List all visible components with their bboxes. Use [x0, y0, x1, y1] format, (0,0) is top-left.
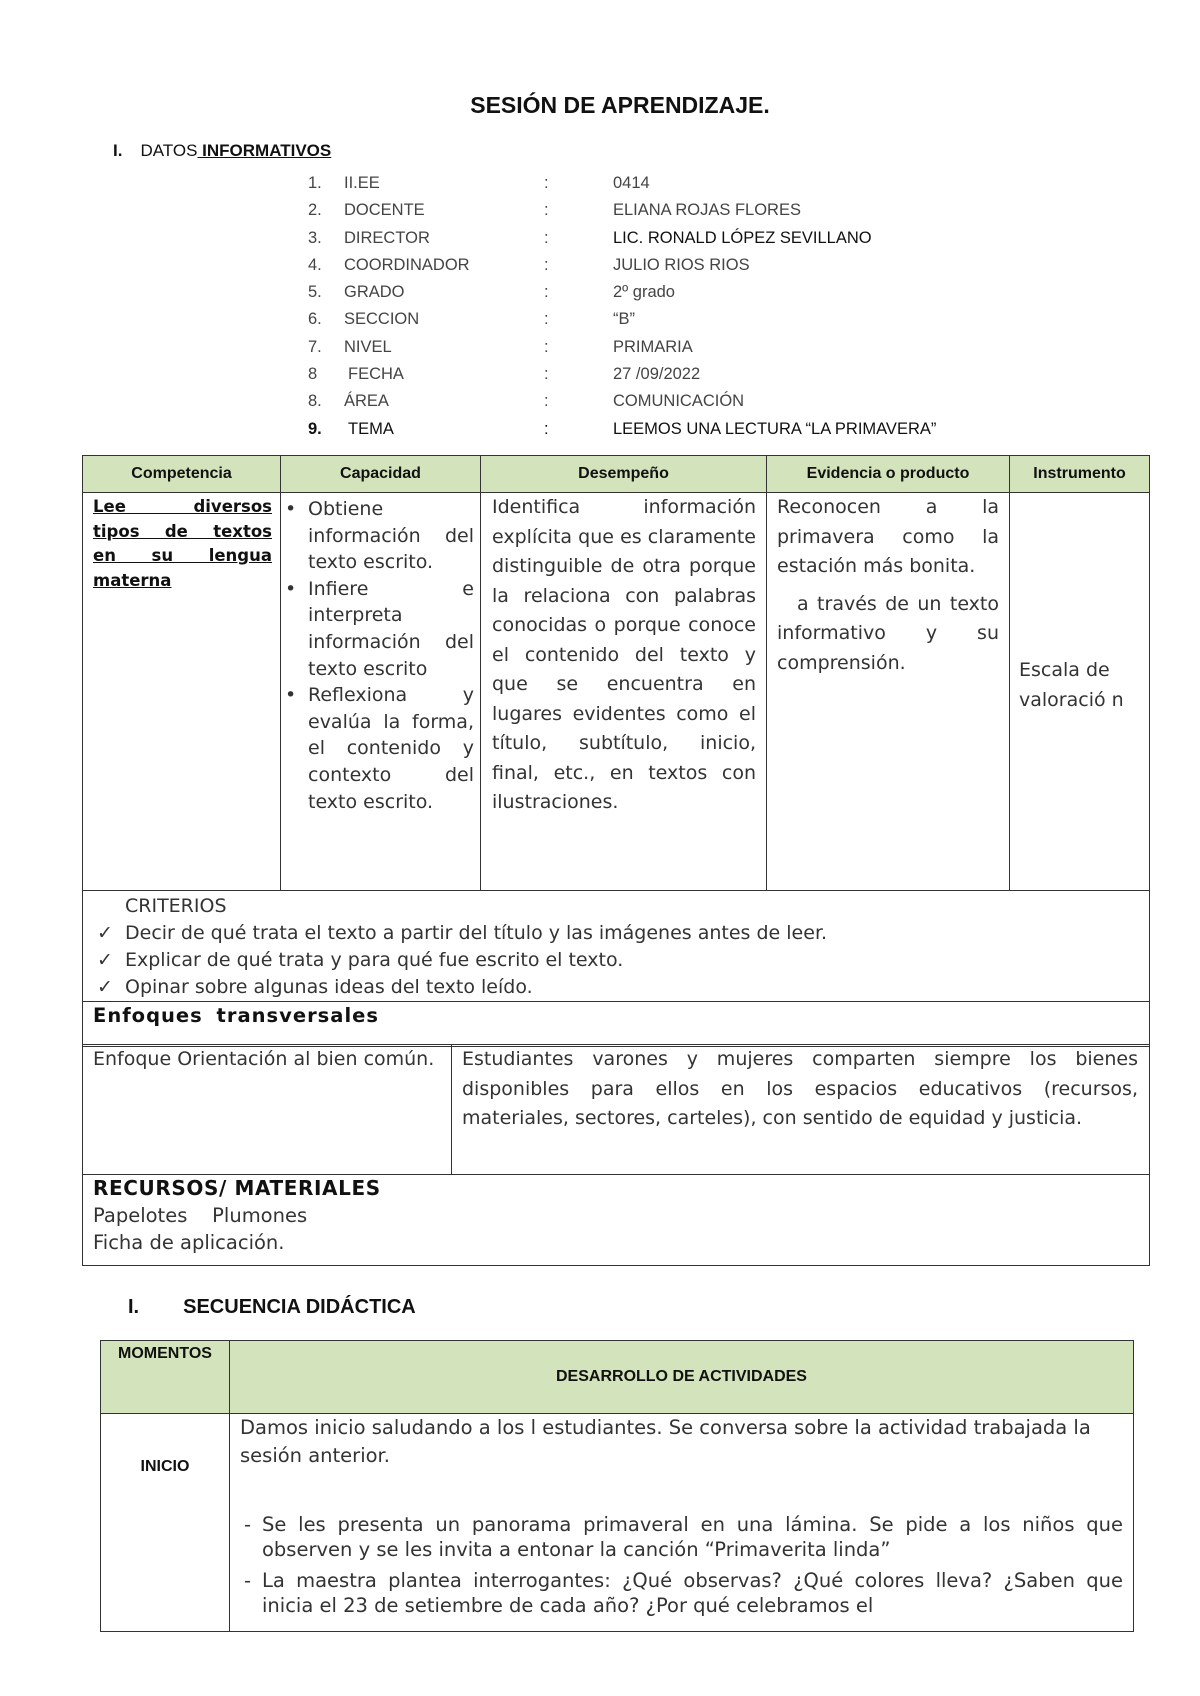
- info-value: JULIO RIOS RIOS: [613, 255, 750, 274]
- capacidad-list: [281, 493, 480, 815]
- criterio-item: [97, 974, 1139, 1001]
- info-label: SECCION: [344, 310, 420, 329]
- evidencia-text-1: Reconocen a la primavera como la estación más bonita.: [777, 496, 999, 577]
- competencies-table: [82, 455, 1150, 1047]
- criterio-item: [97, 947, 1139, 974]
- section-heading-secuencia: [128, 1296, 416, 1319]
- info-value: 27 /09/2022: [613, 365, 701, 384]
- info-label: TEMA: [348, 419, 394, 438]
- info-number: 8.: [308, 392, 322, 411]
- capacidad-cell: [281, 493, 481, 891]
- desempeno-text: Identifica información explícita que es claramente distinguible de otra porque la relaciona con palabras conocidas o porque conoce el contenido del texto y que se encuentra en lugares evidentes como el título, subtítulo, inicio, final, etc., en textos con ilustraciones.: [492, 496, 756, 813]
- section-number: I.: [113, 141, 123, 160]
- evidencia-text-2: a través de un texto informativo y su comprensión.: [777, 592, 999, 674]
- info-value: “B”: [613, 310, 635, 329]
- info-number: 8: [308, 365, 318, 384]
- recursos-cell: [83, 1175, 1150, 1266]
- info-label: DIRECTOR: [344, 228, 430, 247]
- enfoque-desc-cell: [452, 1045, 1150, 1175]
- criterio-text: Explicar de qué trata y para qué fue escrito el texto.: [125, 949, 624, 971]
- info-value: COMUNICACIÓN: [613, 392, 745, 411]
- info-colon: :: [544, 228, 549, 247]
- info-label: II.EE: [344, 174, 380, 192]
- info-number: 1.: [308, 174, 322, 192]
- section-heading-datos: [113, 141, 331, 161]
- info-colon: :: [544, 337, 549, 356]
- header-capacidad: Capacidad: [281, 456, 481, 493]
- capacidad-item: • Reflexiona y evalúa la forma, el contenido y contexto del texto escrito.: [285, 682, 474, 815]
- header-instrumento: Instrumento: [1010, 456, 1150, 493]
- info-value: LEEMOS UNA LECTURA “LA PRIMAVERA”: [613, 419, 937, 438]
- info-colon: :: [544, 310, 549, 329]
- sequence-table: [100, 1340, 1134, 1632]
- capacidad-item: • Obtiene información del texto escrito.: [285, 496, 474, 576]
- section-label: SECUENCIA DIDÁCTICA: [183, 1296, 416, 1318]
- info-colon: :: [544, 201, 549, 220]
- competencia-line: Lee diversos: [93, 497, 272, 516]
- recursos-block: [83, 1175, 1149, 1256]
- info-colon: :: [544, 365, 549, 384]
- instrumento-text: Escala de valoració n: [1019, 659, 1124, 711]
- recursos-line: Ficha de aplicación.: [93, 1231, 285, 1254]
- inicio-content: [230, 1414, 1133, 1618]
- info-label: FECHA: [348, 365, 404, 384]
- criterios-cell: [83, 891, 1150, 1002]
- header-desempeno: Desempeño: [481, 456, 767, 493]
- info-label: GRADO: [344, 283, 405, 302]
- recursos-title: RECURSOS/ MATERIALES: [93, 1176, 381, 1200]
- check-icon: ✓: [97, 976, 113, 998]
- section-number: I.: [128, 1296, 140, 1318]
- competencia-line: tipos de textos: [93, 521, 272, 541]
- competencia-line: materna: [93, 570, 172, 590]
- check-icon: ✓: [97, 949, 113, 971]
- enfoque-description: Estudiantes varones y mujeres comparten siempre los bienes disponibles para ellos en los espacios educativos (recursos, materiales, sectores, carteles), con sentido de equidad y justicia.: [462, 1048, 1138, 1129]
- enfoque-name: Enfoque Orientación al bien común.: [93, 1048, 435, 1070]
- info-label: NIVEL: [344, 337, 392, 356]
- competencia-text: [83, 493, 280, 593]
- info-value: 2º grado: [613, 283, 675, 302]
- info-number: 9.: [308, 419, 322, 438]
- info-value: ELIANA ROJAS FLORES: [613, 201, 801, 220]
- info-number: 7.: [308, 337, 322, 356]
- inicio-content-cell: [230, 1414, 1134, 1632]
- criterios-title: CRITERIOS: [125, 895, 227, 917]
- enfoques-table: [82, 1044, 1150, 1266]
- info-colon: :: [544, 283, 549, 302]
- info-label: DOCENTE: [344, 201, 425, 220]
- instrumento-cell: [1010, 493, 1150, 891]
- info-label: COORDINADOR: [344, 255, 470, 274]
- desempeno-cell: [481, 493, 767, 891]
- competencia-line: en su lengua: [93, 546, 272, 565]
- header-desarrollo: DESARROLLO DE ACTIVIDADES: [230, 1341, 1134, 1414]
- info-number: 5.: [308, 283, 322, 302]
- inicio-item: - La maestra plantea interrogantes: ¿Qué observas? ¿Qué colores lleva? ¿Saben que inicia el 23 de setiembre de cada año? ¿Por qué celebramos el: [240, 1568, 1123, 1618]
- info-colon: :: [544, 419, 549, 438]
- info-value: LIC. RONALD LÓPEZ SEVILLANO: [613, 228, 872, 247]
- inicio-item: - Se les presenta un panorama primaveral en una lámina. Se pide a los niños que observen y se les invita a entonar la canción “Primaverita linda”: [240, 1512, 1123, 1562]
- info-colon: :: [544, 392, 549, 411]
- criterios-block: [83, 891, 1149, 1001]
- header-evidencia: Evidencia o producto: [767, 456, 1010, 493]
- info-number: 4.: [308, 255, 322, 274]
- section-label: DATOS: [140, 141, 198, 160]
- criterio-item: [97, 920, 1139, 947]
- recursos-line: Papelotes Plumones: [93, 1204, 308, 1227]
- header-momentos: MOMENTOS: [101, 1341, 230, 1414]
- header-competencia: Competencia: [83, 456, 281, 493]
- section-label-underlined: INFORMATIVOS: [197, 141, 332, 160]
- info-number: 2.: [308, 201, 322, 220]
- info-colon: :: [544, 255, 549, 274]
- info-value: PRIMARIA: [613, 337, 693, 356]
- evidencia-cell: [767, 493, 1010, 891]
- enfoque-name-cell: [83, 1045, 452, 1175]
- criterio-text: Decir de qué trata el texto a partir del título y las imágenes antes de leer.: [125, 922, 828, 944]
- inicio-intro: Damos inicio saludando a los l estudiantes. Se conversa sobre la actividad trabajada la sesión anterior.: [240, 1416, 1091, 1467]
- info-number: 6.: [308, 310, 322, 329]
- info-number: 3.: [308, 228, 322, 247]
- capacidad-item: • Infiere e interpreta información del texto escrito: [285, 576, 474, 682]
- check-icon: ✓: [97, 922, 113, 944]
- enfoques-header-cell: [83, 1002, 1150, 1047]
- competencia-cell: [83, 493, 281, 891]
- info-value: 0414: [613, 174, 650, 192]
- enfoques-title: Enfoques transversales: [93, 1004, 379, 1027]
- info-colon: :: [544, 174, 549, 192]
- page-title: SESIÓN DE APRENDIZAJE.: [470, 92, 770, 118]
- criterio-text: Opinar sobre algunas ideas del texto leído.: [125, 976, 533, 998]
- moment-inicio: INICIO: [101, 1414, 230, 1632]
- info-label: ÁREA: [344, 392, 389, 411]
